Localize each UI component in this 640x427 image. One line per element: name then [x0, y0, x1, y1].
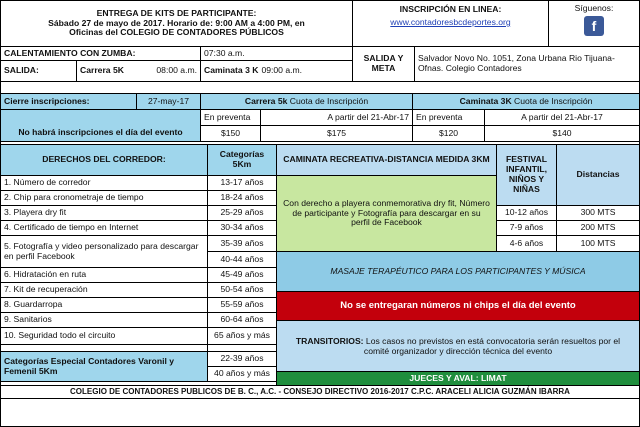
categoria-item: 25-29 años	[208, 206, 277, 221]
derechos-item: 9. Sanitarios	[1, 313, 208, 328]
categorias-title: Categorías 5Km	[208, 145, 277, 176]
festival-title: FESTIVAL INFANTIL, NIÑOS Y NIÑAS	[497, 145, 557, 206]
inscripcion-link[interactable]: www.contadoresbcdeportes.org	[390, 16, 511, 27]
caminata-cuota-bold: Caminata 3K	[459, 95, 512, 106]
categoria-item: 65 años y más	[208, 328, 277, 345]
transitorios-box	[277, 321, 639, 372]
categoria-item: 35-39 años	[208, 236, 277, 252]
derechos-item: 2. Chip para cronometraje de tiempo	[1, 191, 208, 206]
especial-item: 22-39 años	[208, 352, 277, 367]
categoria-item: 13-17 años	[208, 176, 277, 191]
especial-title: Categorías Especial Contadores Varonil y Femenil 5Km	[1, 352, 208, 382]
caminata-cuota-text: Cuota de Inscripción	[511, 95, 593, 106]
chips-warning: No se entregaran números ni chips el día del evento	[277, 292, 639, 321]
no-inscripciones: No habrá inscripciones el día del evento	[1, 110, 201, 142]
categoria-item: 60-64 años	[208, 313, 277, 328]
carrera-cuota-text: Cuota de Inscripción	[287, 95, 369, 106]
caminata-apartir-price: $140	[485, 126, 639, 142]
schedule-box	[1, 47, 353, 82]
festival-age: 7-9 años	[497, 221, 557, 236]
spacer	[1, 82, 639, 94]
categoria-item: 18-24 años	[208, 191, 277, 206]
caminata-title: CAMINATA RECREATIVA-DISTANCIA MEDIDA 3KM	[277, 145, 497, 176]
social-box	[549, 1, 639, 47]
carrera-cuota-title	[201, 94, 413, 110]
carrera-apartir-label: A partir del 21-Abr-17	[261, 110, 413, 126]
festival-age: 4-6 años	[497, 236, 557, 252]
kits-title: ENTREGA DE KITS DE PARTICIPANTE:	[96, 7, 257, 18]
derechos-item: 4. Certificado de tiempo en Internet	[1, 221, 208, 236]
derechos-item: 7. Kit de recuperación	[1, 283, 208, 298]
categoria-item: 55-59 años	[208, 298, 277, 313]
categoria-item: 30-34 años	[208, 221, 277, 236]
carrera-salida	[77, 61, 201, 82]
carrera-label: Carrera 5K	[80, 65, 124, 76]
categoria-item: 45-49 años	[208, 268, 277, 283]
especial-item: 40 años y más	[208, 367, 277, 382]
spacer-row	[1, 82, 639, 94]
kits-date: Sábado 27 de mayo de 2017. Horario de: 9:00 AM a 4:00 PM, en	[48, 17, 305, 28]
derechos-item: 1. Número de corredor	[1, 176, 208, 191]
caminata-label: Caminata 3 K	[204, 65, 259, 76]
caminata-cuota-box	[413, 94, 639, 142]
masaje-banner: MASAJE TERAPÉUTICO PARA LOS PARTICIPANTES Y MÚSICA	[277, 252, 639, 292]
caminata-preventa-price: $120	[413, 126, 485, 142]
caminata-apartir-label: A partir del 21-Abr-17	[485, 110, 639, 126]
salida-meta-label: SALIDA Y META	[353, 47, 415, 82]
cierre-label: Cierre inscripciones:	[1, 94, 137, 110]
header-row	[1, 1, 639, 47]
derechos-item: 3. Playera dry fit	[1, 206, 208, 221]
carrera-cuota-bold: Carrera 5k	[244, 95, 288, 106]
categorias-column	[208, 145, 277, 382]
carrera-preventa-label: En preventa	[201, 110, 261, 126]
schedule-row	[1, 47, 639, 82]
distancias-title: Distancias	[557, 145, 639, 206]
caminata-time: 09:00 a.m.	[261, 65, 303, 76]
carrera-cuota-box	[201, 94, 413, 142]
jueces-row	[1, 372, 639, 386]
derechos-item: 8. Guardarropa	[1, 298, 208, 313]
festival-distance: 200 MTS	[557, 221, 639, 236]
calentamiento-time: 07:30 a.m.	[201, 47, 353, 61]
festival-distance: 300 MTS	[557, 206, 639, 221]
caminata-text: Con derecho a playera conmemorativa dry fit, Número de participante y Fotografía para descargar en su perfil de Facebook	[277, 176, 497, 252]
derechos-column	[1, 145, 208, 382]
festival-rows	[497, 206, 639, 252]
carrera-time: 08:00 a.m.	[156, 65, 197, 76]
transitorios-label: TRANSITORIOS:	[295, 336, 364, 346]
categoria-spacer	[208, 345, 277, 352]
jueces-banner: JUECES Y AVAL: LIMAT	[277, 372, 639, 386]
salida-label: SALIDA:	[1, 61, 77, 82]
derechos-title: DERECHOS DEL CORREDOR:	[1, 145, 208, 176]
facebook-icon[interactable]: f	[584, 16, 604, 36]
kits-box	[1, 1, 353, 47]
categoria-item: 40-44 años	[208, 252, 277, 268]
carrera-apartir-price: $175	[261, 126, 413, 142]
footer-text: COLEGIO DE CONTADORES PUBLICOS DE B. C., A.C. - CONSEJO DIRECTIVO 2016-2017 C.P.C. ARACELI ALICIA GUZMÁN IBARRA	[1, 386, 639, 399]
cierre-box	[1, 94, 201, 142]
footer-row	[1, 386, 639, 399]
jueces-spacer	[1, 372, 277, 386]
kits-location: Oficinas del COLEGIO DE CONTADORES PÚBLICOS	[69, 27, 284, 38]
caminata-preventa-label: En preventa	[413, 110, 485, 126]
carrera-preventa-price: $150	[201, 126, 261, 142]
inscripciones-row	[1, 94, 639, 142]
festival-distance: 100 MTS	[557, 236, 639, 252]
salida-meta-address: Salvador Novo No. 1051, Zona Urbana Rio Tijuana-Ofnas. Colegio Contadores	[415, 47, 639, 82]
caminata-cuota-title	[413, 94, 639, 110]
inscripcion-title: INSCRIPCIÓN EN LINEA:	[399, 4, 502, 14]
derechos-spacer	[1, 345, 208, 352]
transitorios-text: Los casos no previstos en está convocatoria serán resueltos por el comité organizador y dirección técnica del evento	[363, 336, 621, 356]
derechos-item: 10. Seguridad todo el circuito	[1, 328, 208, 345]
derechos-item: 6. Hidratación en ruta	[1, 268, 208, 283]
festival-age: 10-12 años	[497, 206, 557, 221]
categoria-item: 50-54 años	[208, 283, 277, 298]
siguenos-label: Síguenos:	[574, 3, 614, 13]
caminata-salida	[201, 61, 353, 82]
cierre-date: 27-may-17	[137, 94, 201, 110]
derechos-item: 5. Fotografía y video personalizado para descargar en perfil Facebook	[1, 236, 208, 268]
inscripcion-box	[353, 1, 549, 47]
calentamiento-label: CALENTAMIENTO CON ZUMBA:	[1, 47, 201, 61]
